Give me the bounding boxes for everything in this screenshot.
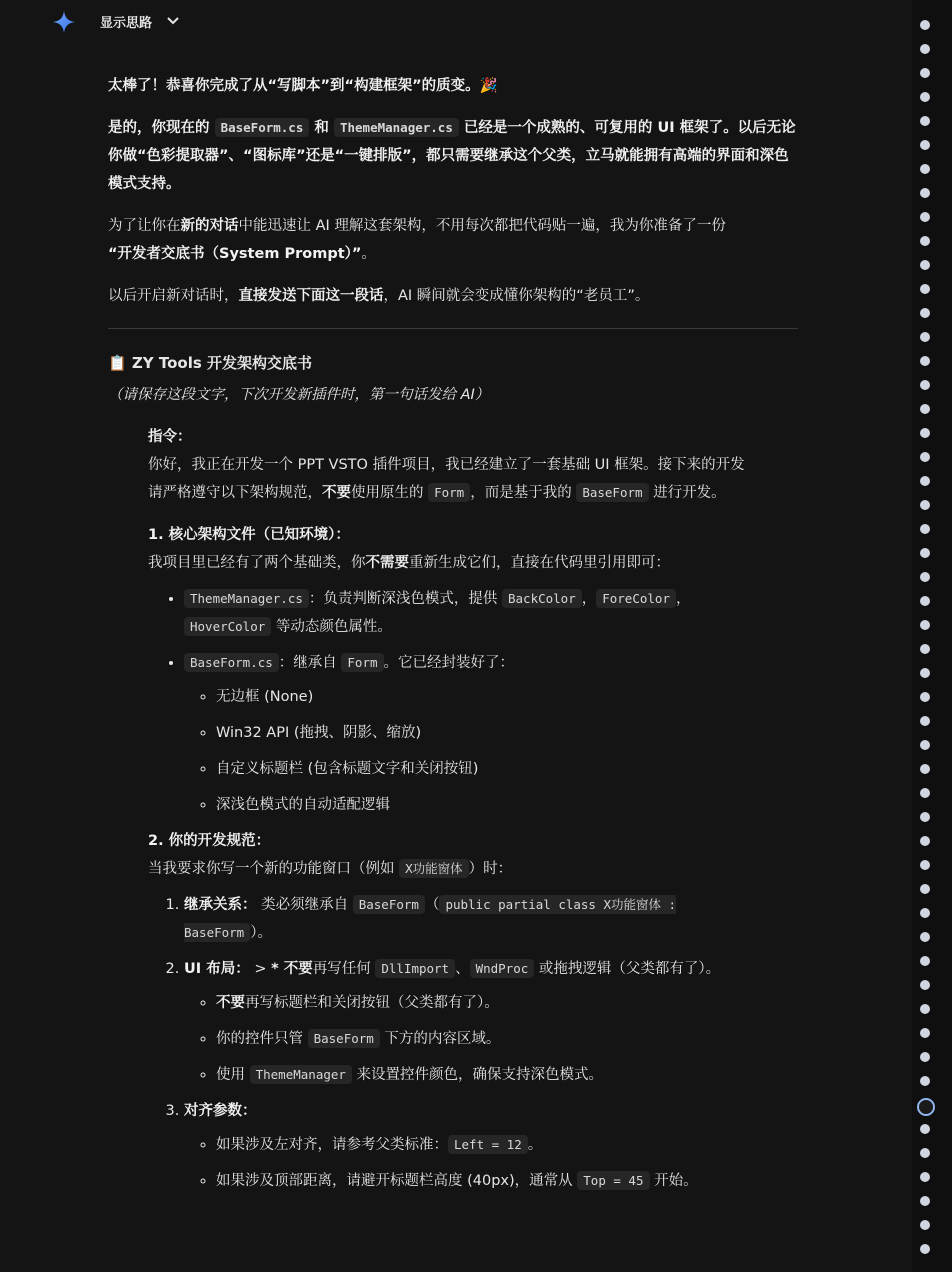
nav-dot[interactable] bbox=[920, 932, 930, 942]
list-item: ◦ 使用 ThemeManager 来设置控件颜色，确保支持深色模式。 bbox=[216, 1061, 748, 1089]
nav-dot[interactable] bbox=[920, 860, 930, 870]
inline-code: BaseForm.cs bbox=[215, 118, 310, 137]
intro-paragraph-3: 为了让你在新的对话中能迅速让 AI 理解这套架构，不用每次都把代码贴一遍，我为你准备了一份 “开发者交底书（System Prompt）”。 bbox=[108, 218, 726, 262]
list-item: ◦ 不要再写标题栏和关闭按钮（父类都有了）。 bbox=[216, 989, 748, 1017]
nav-dot[interactable] bbox=[920, 92, 930, 102]
nav-dot[interactable] bbox=[920, 596, 930, 606]
nav-dot[interactable] bbox=[920, 1196, 930, 1206]
list-item: • BaseForm.cs ：继承自 Form 。它已经封装好了： ◦ 无边框 (None) ◦ Win32 API (拖拽、阴影、缩放) ◦ 自定义标题栏 (包含标题文字和关闭按钮) ◦ 深浅色模式的自动适配逻辑 bbox=[184, 649, 748, 819]
intro-paragraph-4: 以后开启新对话时，直接发送下面这一段话，AI 瞬间就会变成懂你架构的“老员工”。 bbox=[108, 288, 650, 304]
list-item: ◦ 你的控件只管 BaseForm 下方的内容区域。 bbox=[216, 1025, 748, 1053]
list-item: ◦ 深浅色模式的自动适配逻辑 bbox=[216, 791, 748, 819]
list-item: ◦ Win32 API (拖拽、阴影、缩放) bbox=[216, 719, 748, 747]
nav-dot[interactable] bbox=[920, 644, 930, 654]
ui-layout-sublist bbox=[184, 989, 748, 1089]
list-item: 3. 对齐参数： ◦ 如果涉及左对齐，请参考父类标准： Left = 12 。 ◦ 如果涉及顶部距离，请避开标题栏高度 (40px)，通常从 Top = 45 开始。 bbox=[184, 1097, 748, 1195]
nav-dot[interactable] bbox=[920, 1124, 930, 1134]
list-item: • ThemeManager.cs ：负责判断深浅色模式，提供 BackColor ， ForeColor ，HoverColor 等动态颜色属性。 bbox=[184, 585, 748, 641]
gemini-spark-icon bbox=[52, 10, 76, 34]
nav-dot[interactable] bbox=[920, 308, 930, 318]
nav-dot[interactable] bbox=[920, 380, 930, 390]
list-item: ◦ 如果涉及顶部距离，请避开标题栏高度 (40px)，通常从 Top = 45 开始。 bbox=[216, 1167, 748, 1195]
nav-dot[interactable] bbox=[920, 428, 930, 438]
alignment-sublist bbox=[184, 1131, 748, 1195]
nav-dot[interactable] bbox=[920, 212, 930, 222]
blockquote bbox=[148, 423, 748, 1195]
response-body bbox=[108, 72, 798, 1203]
intro-paragraph-1: 太棒了！恭喜你完成了从“写脚本”到“构建框架”的质变。🎉 bbox=[108, 78, 498, 94]
intro-paragraph-2: 是的，你现在的 BaseForm.cs 和 ThemeManager.cs 已经是一个成熟的、可复用的 UI 框架了。以后无论你做“色彩提取器”、“图标库”还是“一键排版”，都只需要继承这个父类，立马就能拥有高端的界面和深色模式支持。 bbox=[108, 120, 796, 192]
nav-dot[interactable] bbox=[920, 1148, 930, 1158]
nav-dot[interactable] bbox=[920, 1076, 930, 1086]
nav-dot[interactable] bbox=[920, 884, 930, 894]
nav-dot[interactable] bbox=[920, 548, 930, 558]
nav-dot[interactable] bbox=[920, 692, 930, 702]
nav-dot[interactable] bbox=[920, 668, 930, 678]
nav-dot[interactable] bbox=[920, 1220, 930, 1230]
list-item: 2. UI 布局： > * 不要再写任何 DllImport 、 WndProc 或拖拽逻辑（父类都有了）。 ◦ 不要再写标题栏和关闭按钮（父类都有了）。 ◦ 你的控件只管 BaseForm 下方的内容区域。 ◦ 使用 ThemeManager 来设置控件颜色，确保支持深色模式。 bbox=[184, 955, 748, 1089]
list-item: ◦ 如果涉及左对齐，请参考父类标准： Left = 12 。 bbox=[216, 1131, 748, 1159]
rules-list bbox=[148, 891, 748, 1195]
nav-dot[interactable] bbox=[920, 716, 930, 726]
quote-heading-1: 1. 核心架构文件（已知环境）： 我项目里已经有了两个基础类，你不需要重新生成它们，直接在代码里引用即可： bbox=[148, 527, 670, 571]
nav-dot[interactable] bbox=[920, 524, 930, 534]
nav-dot[interactable] bbox=[920, 1172, 930, 1182]
show-thinking-toggle[interactable]: 显示思路 bbox=[100, 16, 153, 31]
nav-dot[interactable] bbox=[920, 44, 930, 54]
nav-dot[interactable] bbox=[920, 740, 930, 750]
list-item: ◦ 无边框 (None) bbox=[216, 683, 748, 711]
inline-code: Form bbox=[428, 483, 470, 502]
quote-heading-2: 2. 你的开发规范： 当我要求你写一个新的功能窗口（例如 X功能窗体 ）时： bbox=[148, 833, 513, 877]
core-files-list bbox=[148, 585, 748, 819]
chevron-down-icon[interactable] bbox=[165, 12, 181, 28]
nav-dot[interactable] bbox=[920, 476, 930, 486]
list-item: 1. 继承关系： 类必须继承自 BaseForm （ public partial class X功能窗体 : BaseForm ）。 bbox=[184, 891, 748, 947]
conversation-navigator[interactable] bbox=[912, 0, 952, 1272]
nav-dot[interactable] bbox=[920, 332, 930, 342]
list-item: ◦ 自定义标题栏 (包含标题文字和关闭按钮) bbox=[216, 755, 748, 783]
nav-dot[interactable] bbox=[920, 356, 930, 366]
nav-dot[interactable] bbox=[920, 764, 930, 774]
nav-dot[interactable] bbox=[920, 1244, 930, 1254]
inline-code: BaseForm bbox=[576, 483, 648, 502]
nav-dot[interactable] bbox=[920, 1052, 930, 1062]
nav-dot[interactable] bbox=[920, 836, 930, 846]
nav-dot[interactable] bbox=[920, 812, 930, 822]
nav-dot[interactable] bbox=[920, 980, 930, 990]
nav-dot[interactable] bbox=[920, 20, 930, 30]
nav-dot[interactable] bbox=[920, 908, 930, 918]
response-header bbox=[0, 0, 900, 44]
baseform-features-list bbox=[184, 683, 748, 819]
divider bbox=[108, 328, 798, 329]
quote-label: 指令： 你好，我正在开发一个 PPT VSTO 插件项目，我已经建立了一套基础 UI 框架。接下来的开发请严格遵守以下架构规范，不要使用原生的 Form ，而是基于我的 BaseForm 进行开发。 bbox=[148, 429, 745, 501]
nav-dot[interactable] bbox=[920, 620, 930, 630]
nav-dot[interactable] bbox=[920, 572, 930, 582]
nav-dot-active[interactable] bbox=[917, 1098, 935, 1116]
nav-dot[interactable] bbox=[920, 500, 930, 510]
section-title: 📋 ZY Tools 开发架构交底书 bbox=[108, 354, 313, 372]
nav-dot[interactable] bbox=[920, 956, 930, 966]
nav-dot[interactable] bbox=[920, 404, 930, 414]
nav-dot[interactable] bbox=[920, 188, 930, 198]
nav-dot[interactable] bbox=[920, 284, 930, 294]
nav-dot[interactable] bbox=[920, 260, 930, 270]
nav-dot[interactable] bbox=[920, 1004, 930, 1014]
nav-dot[interactable] bbox=[920, 788, 930, 798]
nav-dot[interactable] bbox=[920, 116, 930, 126]
nav-dot[interactable] bbox=[920, 164, 930, 174]
nav-dot[interactable] bbox=[920, 140, 930, 150]
section-subtitle: （请保存这段文字，下次开发新插件时，第一句话发给 AI） bbox=[108, 387, 490, 403]
nav-dot[interactable] bbox=[920, 452, 930, 462]
nav-dot[interactable] bbox=[920, 1028, 930, 1038]
nav-dot[interactable] bbox=[920, 68, 930, 78]
inline-code: ThemeManager.cs bbox=[334, 118, 459, 137]
nav-dot[interactable] bbox=[920, 236, 930, 246]
